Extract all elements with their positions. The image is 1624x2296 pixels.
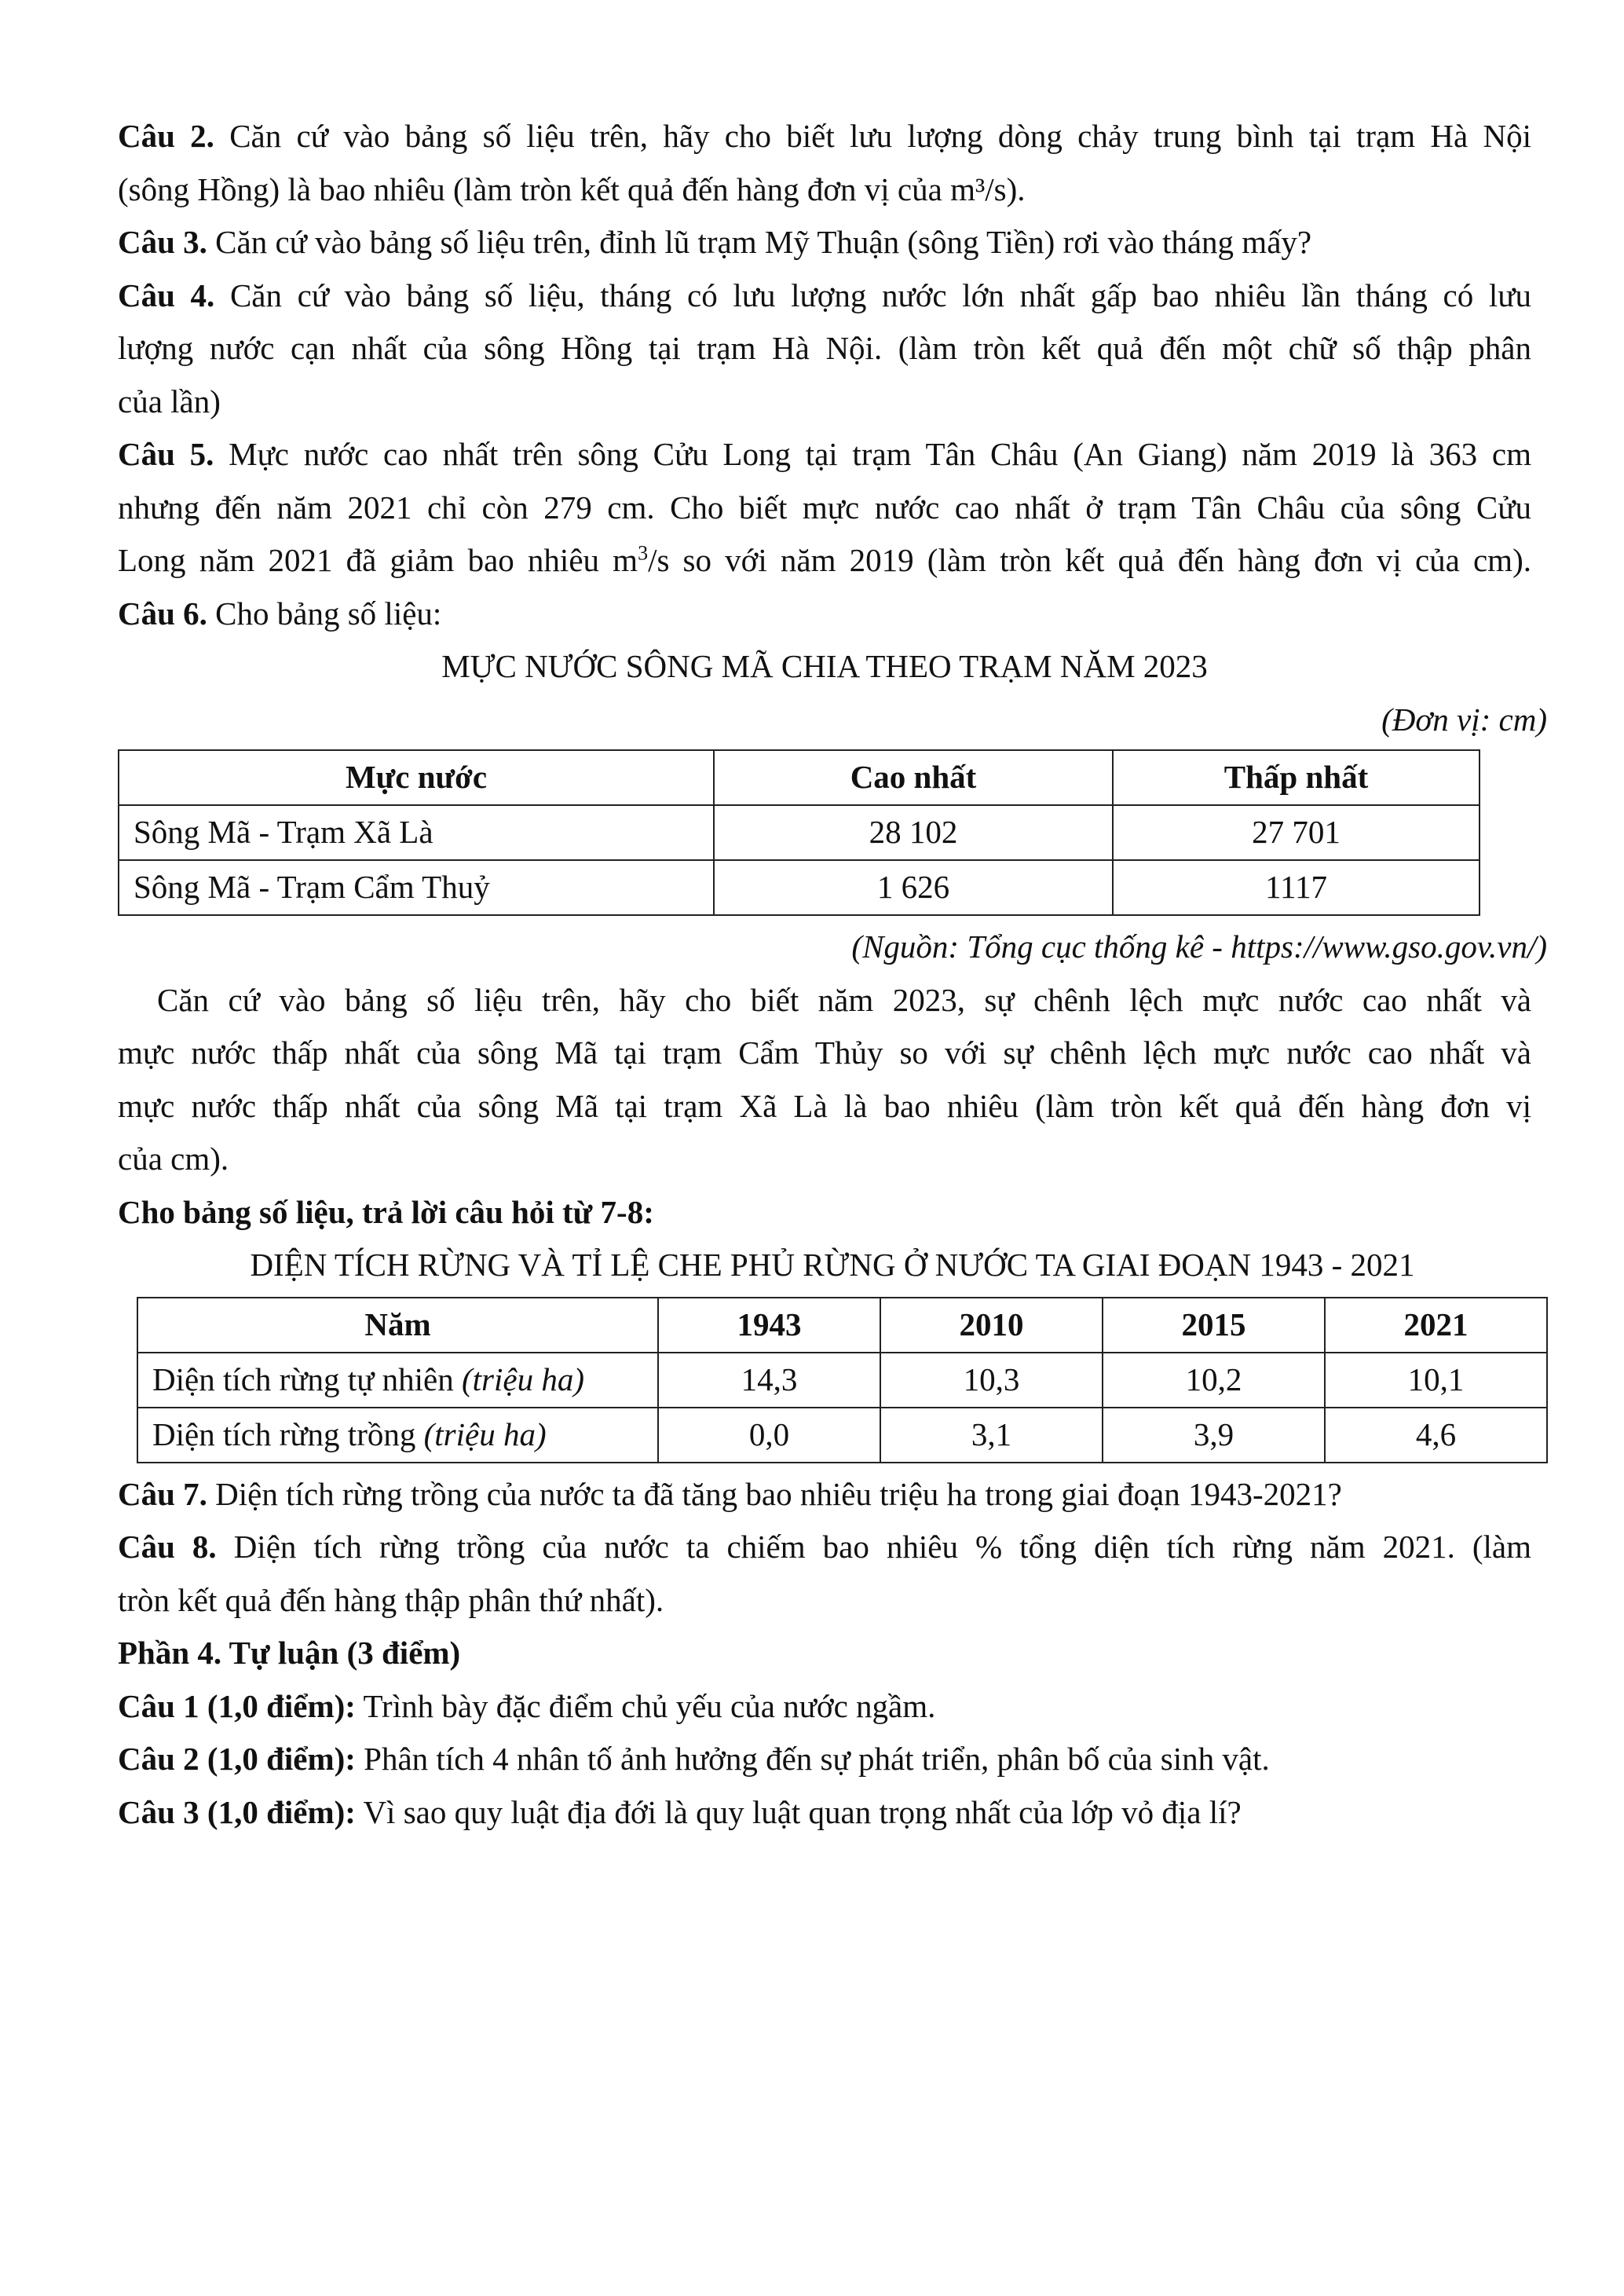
- q4-label: Câu 4.: [118, 276, 215, 313]
- q4-line2: lượng nước cạn nhất của sông Hồng tại trạm Hà Nội. (làm tròn kết quả đến một chữ số thập phân: [118, 330, 1531, 366]
- header-cell: 2010: [880, 1298, 1103, 1353]
- table-cell: 14,3: [658, 1353, 880, 1408]
- table-header-row: [119, 750, 1480, 805]
- table-cell: 10,2: [1103, 1353, 1325, 1408]
- q6-line3: mực nước thấp nhất của sông Mã tại trạm Xã Là là bao nhiêu (làm tròn kết quả đến hàng đơn vị: [118, 1087, 1531, 1124]
- q6-line2: mực nước thấp nhất của sông Mã tại trạm Cẩm Thủy so với sự chênh lệch mực nước cao nhất và: [118, 1034, 1531, 1071]
- header-cell: 2021: [1325, 1298, 1547, 1353]
- part4-q1: Câu 1 (1,0 điểm): Trình bày đặc điểm chủ yếu của nước ngầm.: [118, 1687, 936, 1724]
- q2-label: Câu 2.: [118, 118, 214, 154]
- q5-line3: Long năm 2021 đã giảm bao nhiêu $m^3/s$ so với năm 2019 (làm tròn kết quả đến hàng đơn vị của cm).: [118, 541, 1531, 578]
- q6-unit: (Đơn vị: cm): [1381, 701, 1547, 738]
- q8-line2: tròn kết quả đến hàng thập phân thứ nhất).: [118, 1581, 664, 1618]
- table-cell: 1 626: [714, 860, 1113, 915]
- q78-table-title: DIỆN TÍCH RỪNG VÀ TỈ LỆ CHE PHỦ RỪNG Ở NƯỚC TA GIAI ĐOẠN 1943 - 2021: [250, 1247, 1415, 1283]
- table-row: [119, 860, 1480, 915]
- header-cell: Mực nước: [119, 750, 714, 805]
- header-cell: 1943: [658, 1298, 880, 1353]
- part4-q2: Câu 2 (1,0 điểm): Phân tích 4 nhân tố ảnh hưởng đến sự phát triển, phân bố của sinh vật.: [118, 1741, 1270, 1777]
- q3-label: Câu 3.: [118, 224, 207, 260]
- header-cell: Cao nhất: [714, 750, 1113, 805]
- table-cell: Sông Mã - Trạm Xã Là: [119, 805, 714, 860]
- q5-line2: nhưng đến năm 2021 chỉ còn 279 cm. Cho biết mực nước cao nhất ở trạm Tân Châu của sông Cửu: [118, 489, 1531, 525]
- q6-label: Câu 6.: [118, 595, 207, 632]
- table-cell: Diện tích rừng trồng (triệu ha): [137, 1408, 658, 1463]
- part4-q3: Câu 3 (1,0 điểm): Vì sao quy luật địa đới là quy luật quan trọng nhất của lớp vỏ địa lí?: [118, 1793, 1242, 1830]
- q2-line2: (sông Hồng) là bao nhiêu (làm tròn kết quả đến hàng đơn vị của m³/s).: [118, 170, 1026, 207]
- q2-line1: Câu 2. Căn cứ vào bảng số liệu trên, hãy cho biết lưu lượng dòng chảy trung bình tại trạm Hà Nội: [118, 118, 1531, 154]
- forest-area-table: [137, 1297, 1548, 1463]
- table-cell: 27 701: [1113, 805, 1480, 860]
- table-row: [119, 805, 1480, 860]
- table-cell: 3,9: [1103, 1408, 1325, 1463]
- q6-line1: Căn cứ vào bảng số liệu trên, hãy cho biết năm 2023, sự chênh lệch mực nước cao nhất và: [157, 981, 1531, 1018]
- table-cell: 0,0: [658, 1408, 880, 1463]
- q78-heading: Cho bảng số liệu, trả lời câu hỏi từ 7-8:: [118, 1193, 654, 1230]
- water-level-table: [118, 749, 1480, 916]
- table-row: [137, 1353, 1547, 1408]
- q8-label: Câu 8.: [118, 1529, 217, 1565]
- q6-intro: Câu 6. Cho bảng số liệu:: [118, 595, 442, 632]
- table-row: [137, 1408, 1547, 1463]
- table-cell: 3,1: [880, 1408, 1103, 1463]
- q7-text: Câu 7. Diện tích rừng trồng của nước ta đã tăng bao nhiêu triệu ha trong giai đoạn 1943-2021?: [118, 1475, 1342, 1512]
- q8-line1: Câu 8. Diện tích rừng trồng của nước ta chiếm bao nhiêu % tổng diện tích rừng năm 2021. (làm: [118, 1529, 1532, 1565]
- document-page: [118, 110, 1547, 1839]
- q4-line1: Câu 4. Căn cứ vào bảng số liệu, tháng có lưu lượng nước lớn nhất gấp bao nhiêu lần tháng có lưu: [118, 276, 1531, 313]
- table-cell: 28 102: [714, 805, 1113, 860]
- header-cell: 2015: [1103, 1298, 1325, 1353]
- q7-label: Câu 7.: [118, 1475, 207, 1512]
- q6-line4: của cm).: [118, 1141, 229, 1177]
- q5-line1: Câu 5. Mực nước cao nhất trên sông Cửu Long tại trạm Tân Châu (An Giang) năm 2019 là 363 cm: [118, 436, 1531, 472]
- q6-table-title: MỰC NƯỚC SÔNG MÃ CHIA THEO TRẠM NĂM 2023: [441, 648, 1208, 684]
- q4-line3: của lần): [118, 383, 221, 419]
- table-cell: Sông Mã - Trạm Cẩm Thuỷ: [119, 860, 714, 915]
- q5-label: Câu 5.: [118, 436, 214, 472]
- table-cell: 4,6: [1325, 1408, 1547, 1463]
- part4-heading: Phần 4. Tự luận (3 điểm): [118, 1635, 461, 1671]
- header-cell: Thấp nhất: [1113, 750, 1480, 805]
- table-cell: 10,1: [1325, 1353, 1547, 1408]
- table-cell: 10,3: [880, 1353, 1103, 1408]
- table-header-row: [137, 1298, 1547, 1353]
- q3-text: Câu 3. Căn cứ vào bảng số liệu trên, đỉnh lũ trạm Mỹ Thuận (sông Tiền) rơi vào tháng mấy?: [118, 224, 1312, 260]
- header-cell: Năm: [137, 1298, 658, 1353]
- table-cell: 1117: [1113, 860, 1480, 915]
- q6-source: (Nguồn: Tổng cục thống kê - https://www.gso.gov.vn/): [851, 928, 1547, 965]
- table-cell: Diện tích rừng tự nhiên (triệu ha): [137, 1353, 658, 1408]
